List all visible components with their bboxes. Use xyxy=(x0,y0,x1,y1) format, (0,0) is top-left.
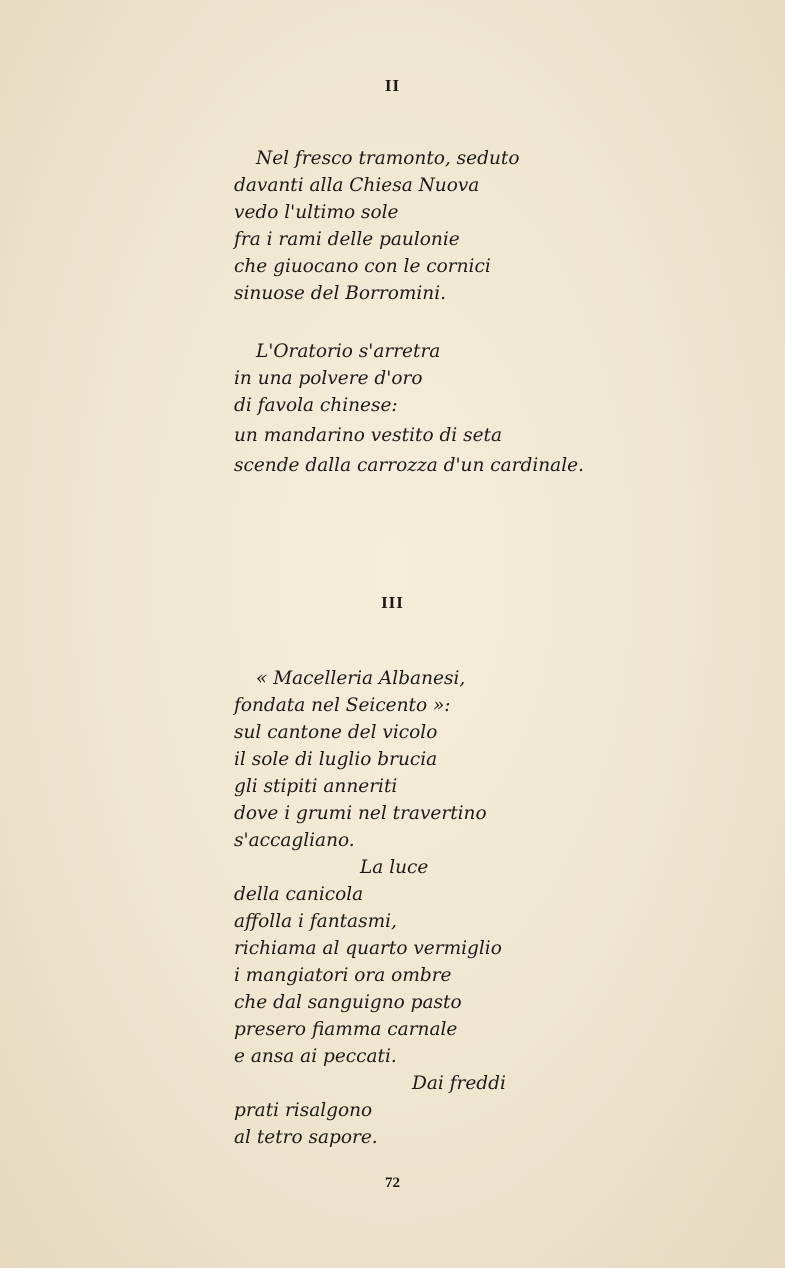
poem-line: della canicola xyxy=(234,884,364,905)
poem-line: che dal sanguigno pasto xyxy=(234,992,462,1013)
page-number: 72 xyxy=(385,1175,400,1191)
poem-line: un mandarino vestito di seta xyxy=(234,425,503,446)
poem-line: fondata nel Seicento »: xyxy=(234,695,451,716)
poem-line: che giuocano con le cornici xyxy=(234,256,491,277)
poem-line: scende dalla carrozza d'un cardinale. xyxy=(234,455,584,476)
poem-line: s'accagliano. xyxy=(234,830,355,851)
poem-line: L'Oratorio s'arretra xyxy=(256,341,441,362)
poem-line: sul cantone del vicolo xyxy=(234,722,438,743)
section-heading-iii: III xyxy=(381,593,404,612)
poem-line: e ansa ai peccati. xyxy=(234,1046,397,1067)
section-heading-ii: II xyxy=(384,76,401,95)
poem-line: sinuose del Borromini. xyxy=(234,283,447,304)
poem-line: al tetro sapore. xyxy=(234,1127,378,1148)
poem-line: Nel fresco tramonto, seduto xyxy=(256,148,520,169)
poem-line: i mangiatori ora ombre xyxy=(234,965,452,986)
poem-line: richiama al quarto vermiglio xyxy=(234,938,502,959)
poem-line: davanti alla Chiesa Nuova xyxy=(234,175,480,196)
poem-line: il sole di luglio brucia xyxy=(234,749,438,770)
poem-line: in una polvere d'oro xyxy=(234,368,423,389)
poem-line: fra i rami delle paulonie xyxy=(234,229,460,250)
poem-line: Dai freddi xyxy=(412,1073,506,1094)
poem-line: presero fiamma carnale xyxy=(234,1019,458,1040)
poem-line: dove i grumi nel travertino xyxy=(234,803,487,824)
poem-line: La luce xyxy=(360,857,429,878)
poem-line: di favola chinese: xyxy=(234,395,398,416)
poem-line: affolla i fantasmi, xyxy=(234,911,397,932)
poem-line: vedo l'ultimo sole xyxy=(234,202,399,223)
poem-line: prati risalgono xyxy=(234,1100,373,1121)
poem-line: « Macelleria Albanesi, xyxy=(256,668,466,689)
poem-line: gli stipiti anneriti xyxy=(234,776,398,797)
